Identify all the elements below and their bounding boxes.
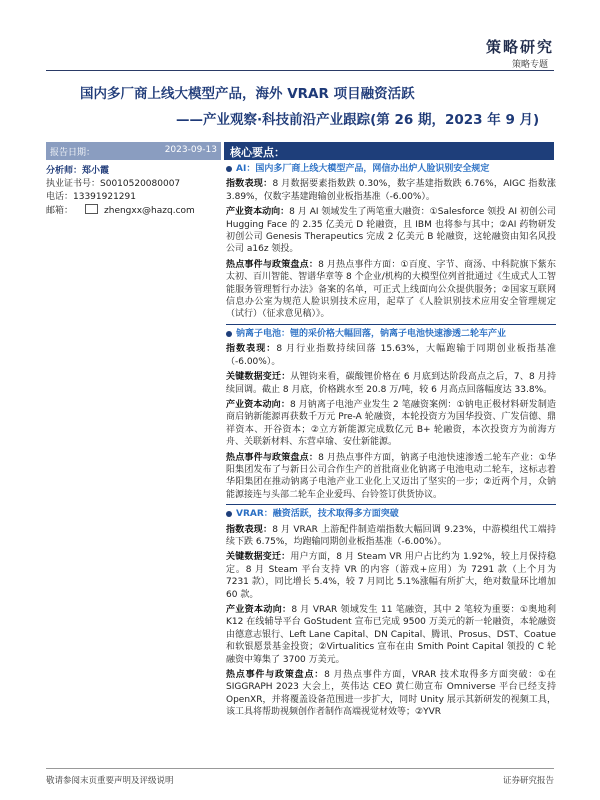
header-brand: 策略研究 — [485, 38, 554, 56]
envelope-icon — [85, 204, 98, 214]
paragraph — [226, 206, 556, 256]
analyst-label: 分析师： — [46, 166, 83, 176]
report-date-bar — [46, 142, 221, 160]
paragraph-text: 8 月数据要素指数跌 0.30%，数字基建指数跌 6.76%，AIGC 指数涨 3.89%，仅数字基建跑输创业板指基准（-6.00%）。 — [226, 179, 556, 202]
paragraph — [226, 178, 556, 203]
paragraph-label: 热点事件与政策盘点： — [226, 670, 325, 681]
section-title-text: VRAR：融资活跃，技术取得多方面突破 — [236, 509, 399, 520]
key-points-heading: 核心要点： — [230, 146, 285, 159]
paragraph-label: 指数表现： — [226, 179, 273, 190]
header-divider — [46, 70, 554, 71]
analyst-row — [46, 165, 218, 178]
report-subtitle: ——产业观察·科技前沿产业跟踪(第 26 期，2023 年 9 月) — [176, 112, 540, 128]
section-title-text: AI：国内多厂商上线大模型产品，网信办出炉人脸识别安全规定 — [236, 164, 490, 174]
paragraph-text: 8 月热点事件方面，VRAR 技术取得多方面突破：①在 SIGGRAPH 2023 大会上，英伟达 CEO 黄仁勋宣布 Omniverse 平台已经支持 OpenXR，并将覆盖设备范围进一步扩大，同时 Unity 展示其新研发的视频工具，该工具将帮助视频创作者制作高端视觉材效等；②YVR — [226, 670, 556, 718]
paragraph — [226, 551, 556, 601]
paragraph-text: 8 月钠离子电池产业发生 2 笔融资案例：①钠电正极材料研发制造商启钠新能源再获数千万元 Pre-A 轮融资，本轮投资方为国华投资、广发信德、鼎祥资本、开谷资本；②立方新能源完成数亿元 B+ 轮融资，本次投资方为前海方舟、关联新材料、东营卓瑜、安仕新能源。 — [226, 399, 556, 448]
paragraph — [226, 669, 556, 719]
paragraph-label: 产业资本动向： — [226, 207, 290, 218]
key-points — [226, 163, 556, 719]
paragraph-text: 用户方面，8 月 Steam VR 用户占比约为 1.92%，较上月保持稳定。8 月 Steam 平台支持 VR 的内容（游戏+应用）为 7291 款（上个月为 7231 款），同比增长 5.4%，较 7 月同比 5.1%涨幅有所扩大，绝对数量环比增加 60 款。 — [226, 552, 556, 600]
report-title: 国内多厂商上线大模型产品，海外 VRAR 项目融资活跃 — [80, 86, 415, 102]
paragraph-label: 指数表现： — [226, 344, 277, 355]
paragraph-text: 8 月热点事件方面，钠离子电池快速渗透二轮车产业：①华阳集团发布了与新日公司合作生产的首批商业化钠离子电池电动二轮车，这标志着华阳集团在推动钠离子电池产业工业化上又迈出了坚实的一步；②近两个月，众钠能源接连与头部二轮车企业爱玛、台铃签订供货协议。 — [226, 452, 556, 500]
paragraph-text: 8 月热点事件方面：①百度、字节、商汤、中科院旗下紫东太初、百川智能、智谱华章等 8 个企业/机构的大模型位列首批通过《生成式人工智能服务管理暂行办法》备案的名单，可正式上线面向公众提供服务；②国家互联网信息办公室为规范人脸识别技术应用，起草了《人脸识别技术应用安全管理规定（试行）（征求意见稿）》。 — [226, 259, 556, 320]
bullet-icon — [226, 511, 232, 517]
email-address[interactable]: zhengxx@hazq.com — [104, 206, 195, 216]
section-title-ai — [226, 163, 556, 175]
paragraph-label: 热点事件与政策盘点： — [226, 259, 319, 270]
section-divider — [226, 504, 556, 505]
paragraph-text: 8 月行业指数持续回落 15.63%，大幅跑输于同期创业板指基准（-6.00%）。 — [226, 344, 556, 367]
paragraph-label: 指数表现： — [226, 524, 273, 535]
header-subtitle: 策略专题 — [511, 60, 548, 70]
footer-report-type: 证券研究报告 — [502, 776, 554, 786]
bullet-icon — [226, 331, 232, 337]
paragraph — [226, 259, 556, 321]
bullet-icon — [226, 166, 232, 172]
email-row — [46, 204, 218, 218]
key-points-bar — [224, 142, 554, 160]
paragraph — [226, 524, 556, 549]
paragraph — [226, 371, 556, 396]
footer-divider — [46, 768, 554, 769]
paragraph-text: 8 月 AI 领域发生了两笔重大融资：①Salesforce 领投 AI 初创公司 Hugging Face 的 2.35 亿美元 D 轮融资，且 IBM 也将参与其中；②AI 药物研发初创公司 Genesis Therapeutics 完成 2 亿美元 B 轮融资，这轮融资由知名风投公司 a16z 领投。 — [226, 207, 556, 255]
paragraph-text: 从锂钧来看，碳酸锂价格在 6 月底到达阶段高点之后，7、8 月持续回调。截止 8 月底，价格跳水至 20.8 万/吨，较 6 月高点回落幅度达 33.8%。 — [226, 372, 556, 395]
analyst-panel — [46, 165, 218, 218]
paragraph — [226, 399, 556, 449]
paragraph — [226, 452, 556, 502]
license-number: 执业证书号：S0010520080007 — [46, 179, 181, 189]
paragraph-label: 热点事件与政策盘点： — [226, 452, 319, 463]
section-title-text: 钠离子电池：锂的采价格大幅回落，钠离子电池快速渗透二轮车产业 — [236, 328, 507, 339]
paragraph — [226, 604, 556, 666]
section-title-sodium-battery — [226, 328, 556, 340]
email-label: 邮箱： — [46, 206, 74, 216]
analyst-name: 郑小霞 — [82, 166, 110, 176]
report-date-label: 报告日期： — [50, 148, 96, 158]
paragraph-label: 产业资本动向： — [226, 399, 290, 410]
section-divider — [226, 324, 556, 325]
paragraph-label: 关键数据变迁： — [226, 372, 291, 383]
phone-number: 电话：13391921291 — [46, 192, 136, 202]
paragraph — [226, 343, 556, 368]
paragraph-text: 8 月 VRAR 领域发生 11 笔融资，其中 2 笔较为重要：①奥地利 K12 在线辅导平台 GoStudent 宣布已完成 9500 万美元的新一轮融资，本轮融资由德意志银行、Left Lane Capital、DN Capital、腾讯、Prosus、DST、Coatue 和软银愿景基金投资；②Virtualitics 宣布在由 Smith Point Capital 领投的 C 轮融资中筹集了 3700 万美元。 — [226, 605, 556, 665]
paragraph-label: 关键数据变迁： — [226, 552, 291, 563]
paragraph-text: 8 月 VRAR 上游配件制造端指数大幅回调 9.23%，中游模组代工端持续下跌 6.75%，均跑输同期创业板指基准（-6.00%）。 — [226, 524, 556, 547]
report-date: 2023-09-13 — [164, 145, 217, 155]
section-title-vrar — [226, 508, 556, 520]
footer-disclaimer: 敬请参阅末页重要声明及评级说明 — [46, 776, 174, 786]
paragraph-label: 产业资本动向： — [226, 605, 292, 615]
